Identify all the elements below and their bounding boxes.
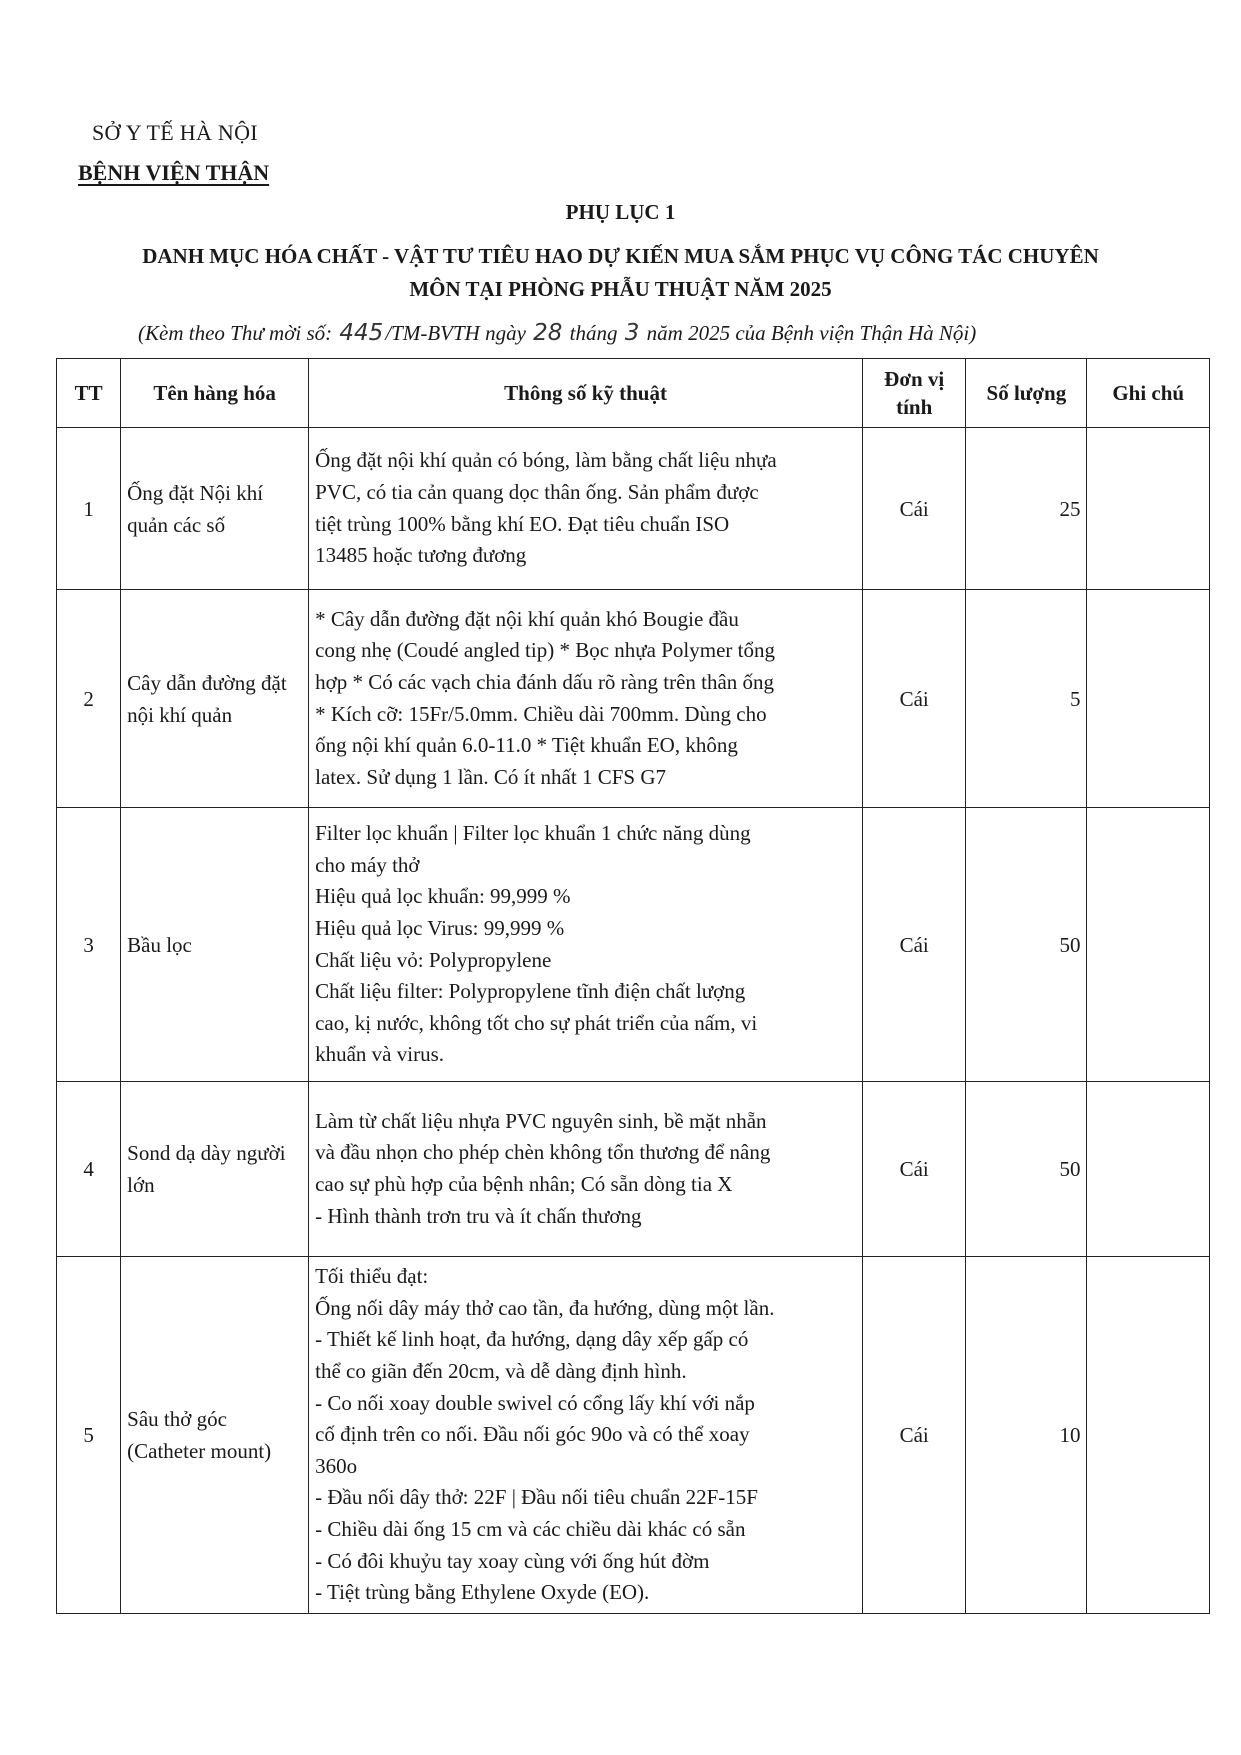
item-spec [309,590,863,808]
table-row [57,1257,1210,1614]
attach-mid2: tháng [569,321,618,345]
row-number: 3 [57,808,121,1082]
attach-suffix: năm 2025 của Bệnh viện Thận Hà Nội) [646,321,977,345]
header-name: Tên hàng hóa [121,359,309,428]
header-tt: TT [57,359,121,428]
spec-line: * Cây dẫn đường đặt nội khí quản khó Bougie đầu [315,606,739,631]
spec-line: cố định trên co nối. Đầu nối góc 90o và có thể xoay [315,1422,750,1447]
spec-line: cong nhẹ (Coudé angled tip) * Bọc nhựa Polymer tổng [315,638,775,663]
spec-line: tiệt trùng 100% bằng khí EO. Đạt tiêu chuẩn ISO [315,511,730,536]
spec-line: Tối thiểu đạt: [315,1264,429,1289]
item-unit: Cái [863,1257,966,1614]
spec-line: - Chiều dài ống 15 cm và các chiều dài khác có sẵn [315,1516,746,1541]
spec-line: PVC, có tia cản quang dọc thân ống. Sản phẩm được [315,479,759,504]
header-qty: Số lượng [966,359,1087,428]
item-spec [309,1082,863,1257]
item-name: Cây dẫn đường đặt nội khí quản [121,590,309,808]
appendix-label: PHỤ LỤC 1 [565,200,676,224]
agency-name: SỞ Y TẾ HÀ NỘI [92,120,258,145]
appendix-title-line2: MÔN TẠI PHÒNG PHẪU THUẬT NĂM 2025 [409,277,832,301]
spec-line: Làm từ chất liệu nhựa PVC nguyên sinh, bề mặt nhẵn [315,1108,767,1133]
item-unit: Cái [863,1082,966,1257]
spec-line: * Kích cỡ: 15Fr/5.0mm. Chiều dài 700mm. Dùng cho [315,701,767,726]
letter-number: 445 [339,320,384,346]
header-unit-line1: Đơn vị [884,367,945,391]
item-note [1087,590,1210,808]
attach-mid1: /TM-BVTH ngày [385,321,526,345]
header-unit-line2: tính [896,395,933,419]
spec-line: 360o [315,1453,358,1478]
item-spec [309,808,863,1082]
item-note [1087,808,1210,1082]
item-unit: Cái [863,808,966,1082]
spec-line: Chất liệu vỏ: Polypropylene [315,947,552,972]
item-spec [309,428,863,590]
spec-line: Ống đặt nội khí quản có bóng, làm bằng chất liệu nhựa [315,448,777,473]
items-table [56,358,1210,1614]
table-row [57,590,1210,808]
spec-line: khuẩn và virus. [315,1042,445,1067]
item-quantity: 10 [966,1257,1087,1614]
item-note [1087,428,1210,590]
spec-line: thể co giãn đến 20cm, và dễ dàng định hình. [315,1359,687,1384]
table-row [57,1082,1210,1257]
item-quantity: 5 [966,590,1087,808]
spec-line: Hiệu quả lọc khuẩn: 99,999 % [315,884,571,909]
spec-line: - Thiết kế linh hoạt, đa hướng, dạng dây xếp gấp có [315,1327,749,1352]
table-row [57,428,1210,590]
spec-line: Ống nối dây máy thở cao tần, đa hướng, dùng một lần. [315,1295,775,1320]
spec-line: hợp * Có các vạch chia đánh dấu rõ ràng trên thân ống [315,669,775,694]
item-spec [309,1257,863,1614]
spec-line: - Tiệt trùng bằng Ethylene Oxyde (EO). [315,1580,650,1605]
month-handwritten: 3 [624,320,640,346]
header-spec: Thông số kỹ thuật [309,359,863,428]
spec-line: cao, kị nước, không tốt cho sự phát triển của nấm, vi [315,1010,758,1035]
table-header-row [57,359,1210,428]
attachment-reference [138,320,976,346]
spec-line: - Đầu nối dây thở: 22F | Đầu nối tiêu chuẩn 22F-15F [315,1485,758,1510]
header-unit [863,359,966,428]
item-name: Ống đặt Nội khí quản các số [121,428,309,590]
spec-line: ống nội khí quản 6.0-11.0 * Tiệt khuẩn EO, không [315,733,738,758]
spec-line: - Hình thành trơn tru và ít chấn thương [315,1203,642,1228]
spec-line: Hiệu quả lọc Virus: 99,999 % [315,915,565,940]
spec-line: Chất liệu filter: Polypropylene tĩnh điện chất lượng [315,979,746,1004]
header-note: Ghi chú [1087,359,1210,428]
hospital-name [78,160,269,186]
day-handwritten: 28 [533,320,563,346]
item-name: Sond dạ dày người lớn [121,1082,309,1257]
item-quantity: 50 [966,1082,1087,1257]
item-unit: Cái [863,428,966,590]
spec-line: - Có đôi khuỷu tay xoay cùng với ống hút đờm [315,1548,710,1573]
spec-line: 13485 hoặc tương đương [315,543,527,568]
item-name: Sâu thở góc (Catheter mount) [121,1257,309,1614]
spec-line: cho máy thở [315,852,420,877]
table-row [57,808,1210,1082]
item-note [1087,1257,1210,1614]
spec-line: cao sự phù hợp của bệnh nhân; Có sẵn dòng tia X [315,1172,733,1196]
attach-prefix: (Kèm theo Thư mời số: [138,321,333,345]
row-number: 2 [57,590,121,808]
row-number: 4 [57,1082,121,1257]
row-number: 1 [57,428,121,590]
spec-line: - Co nối xoay double swivel có cổng lấy khí với nắp [315,1390,755,1415]
item-quantity: 50 [966,808,1087,1082]
spec-line: Filter lọc khuẩn | Filter lọc khuẩn 1 chức năng dùng [315,821,751,846]
item-unit: Cái [863,590,966,808]
item-quantity: 25 [966,428,1087,590]
appendix-title-line1: DANH MỤC HÓA CHẤT - VẬT TƯ TIÊU HAO DỰ KIẾN MUA SẮM PHỤC VỤ CÔNG TÁC CHUYÊN [142,244,1099,268]
item-name: Bầu lọc [121,808,309,1082]
spec-line: latex. Sử dụng 1 lần. Có ít nhất 1 CFS G7 [315,764,666,789]
hospital-name-start: BỆNH VIỆN THẬN [78,160,270,185]
row-number: 5 [57,1257,121,1614]
spec-line: và đầu nhọn cho phép chèn không tổn thương để nâng [315,1140,771,1165]
item-note [1087,1082,1210,1257]
